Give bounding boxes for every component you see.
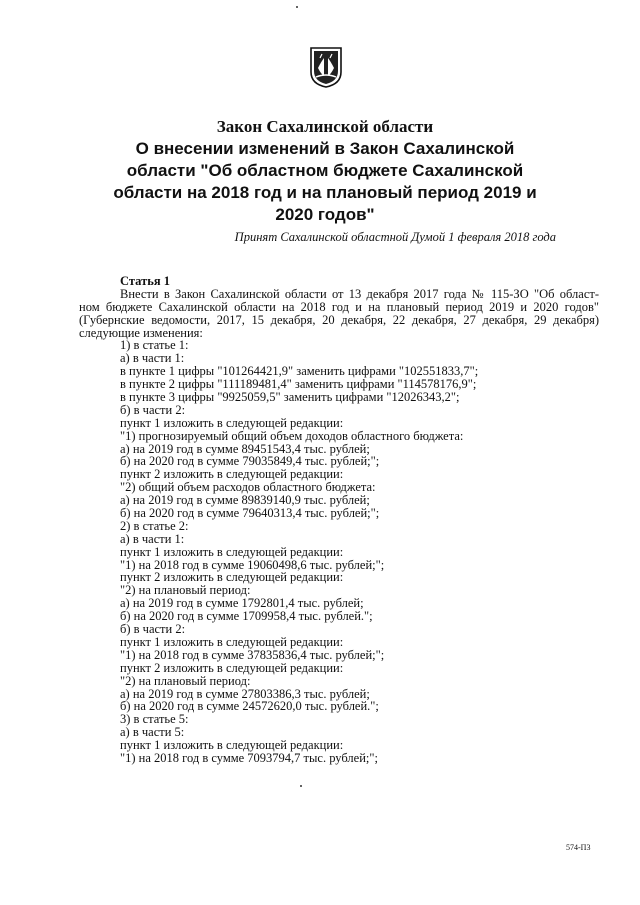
intro-line: Внести в Закон Сахалинской области от 13 декабря 2017 года № 115-ЗО "Об област- xyxy=(120,287,599,301)
law-title xyxy=(100,116,550,226)
document-code: 574-П3 xyxy=(566,843,591,852)
law-body xyxy=(79,275,599,765)
list-item: в пункте 2 цифры "111189481,4" заменить цифрами "114578176,9"; xyxy=(120,377,477,392)
list-item: а) в части 5: xyxy=(120,725,185,740)
list-item: "2) на плановый период: xyxy=(120,673,251,688)
list-item: пункт 1 изложить в следующей редакции: xyxy=(120,634,344,649)
list-item: б) на 2020 год в сумме 79640313,4 тыс. рублей;"; xyxy=(120,506,380,521)
list-item: "1) на 2018 год в сумме 7093794,7 тыс. рублей;"; xyxy=(120,750,378,765)
list-item: а) в части 1: xyxy=(120,351,185,366)
list-item: пункт 1 изложить в следующей редакции: xyxy=(120,415,344,430)
law-subtitle-line: 2020 годов" xyxy=(275,205,375,224)
list-item: "1) на 2018 год в сумме 37835836,4 тыс. рублей;"; xyxy=(120,647,385,662)
intro-line: ном бюджете Сахалинской области на 2018 год и на плановый период 2019 и 2020 годов" xyxy=(79,300,599,314)
list-item: 3) в статье 5: xyxy=(120,712,189,727)
list-item: "1) прогнозируемый общий объем доходов областного бюджета: xyxy=(120,428,464,443)
article-heading: Статья 1 xyxy=(120,274,170,288)
list-item: б) на 2020 год в сумме 79035849,4 тыс. рублей;"; xyxy=(120,454,380,469)
law-title-main: Закон Сахалинской области xyxy=(216,117,434,136)
list-item: а) в части 1: xyxy=(120,531,185,546)
law-subtitle-line: области на 2018 год и на плановый период 2019 и xyxy=(113,183,537,202)
list-item: "2) общий объем расходов областного бюджета: xyxy=(120,480,376,495)
list-item: а) на 2019 год в сумме 89451543,4 тыс. рублей; xyxy=(120,441,370,456)
list-item: "1) на 2018 год в сумме 19060498,6 тыс. рублей;"; xyxy=(120,557,385,572)
list-item: 2) в статье 2: xyxy=(120,518,189,533)
sakhalin-coat-of-arms-icon xyxy=(309,46,343,88)
list-item: а) на 2019 год в сумме 27803386,3 тыс. рублей; xyxy=(120,686,370,701)
list-item: пункт 1 изложить в следующей редакции: xyxy=(120,544,344,559)
list-item: в пункте 3 цифры "9925059,5" заменить цифрами "12026343,2"; xyxy=(120,390,460,405)
list-item: пункт 2 изложить в следующей редакции: xyxy=(120,467,344,482)
list-item: а) на 2019 год в сумме 1792801,4 тыс. рублей; xyxy=(120,596,364,611)
list-item: пункт 2 изложить в следующей редакции: xyxy=(120,570,344,585)
law-subtitle-line: области "Об областном бюджете Сахалинской xyxy=(126,161,524,180)
adoption-note: Принят Сахалинской областной Думой 1 февраля 2018 года xyxy=(234,230,556,244)
list-item: б) в части 2: xyxy=(120,402,186,417)
list-item: пункт 1 изложить в следующей редакции: xyxy=(120,738,344,753)
list-item: "2) на плановый период: xyxy=(120,583,251,598)
scan-speck xyxy=(300,785,302,787)
list-item: 1) в статье 1: xyxy=(120,338,189,353)
list-item: б) в части 2: xyxy=(120,622,186,637)
list-item: в пункте 1 цифры "101264421,9" заменить цифрами "102551833,7"; xyxy=(120,364,479,379)
list-item: а) на 2019 год в сумме 89839140,9 тыс. рублей; xyxy=(120,493,370,508)
list-item: б) на 2020 год в сумме 1709958,4 тыс. рублей."; xyxy=(120,609,373,624)
intro-line: следующие изменения: xyxy=(79,325,203,340)
list-item: пункт 2 изложить в следующей редакции: xyxy=(120,660,344,675)
intro-line: (Губернские ведомости, 2017, 15 декабря, 20 декабря, 22 декабря, 27 декабря, 29 декабря) xyxy=(79,313,599,327)
scan-speck xyxy=(296,6,298,8)
law-subtitle-line: О внесении изменений в Закон Сахалинской xyxy=(135,139,515,158)
list-item: б) на 2020 год в сумме 24572620,0 тыс. рублей."; xyxy=(120,699,379,714)
